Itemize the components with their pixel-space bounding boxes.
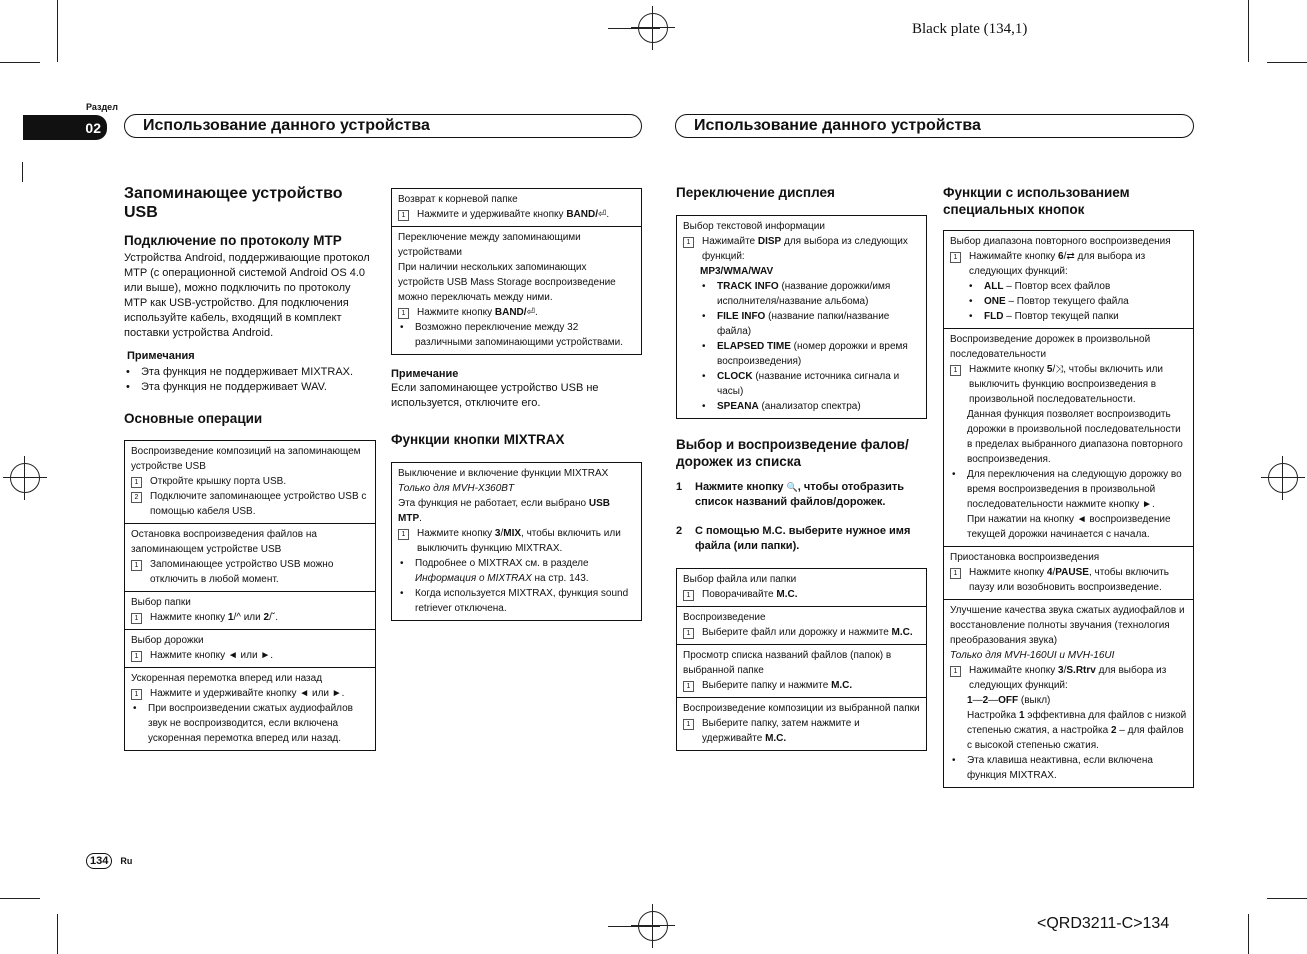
band-key: BAND/: [566, 209, 598, 220]
column-1: [124, 184, 376, 751]
key-6: 6: [1058, 251, 1064, 262]
pause-key: PAUSE: [1055, 567, 1089, 578]
disp-item-value: (название источника сигнала и часы): [717, 371, 900, 397]
mix-key: MIX: [503, 528, 522, 539]
pause-title: Приостановка воспроизведения: [950, 552, 1100, 563]
ops-ff-bullet: При воспроизведении сжатых аудиофайлов звук не воспроизводится, если включена ускоренная перемотка вперед или назад.: [148, 703, 353, 744]
switch-text: При наличии нескольких запоминающих устройств USB Mass Storage воспроизведение можно переключать между ними.: [398, 262, 616, 303]
srtv-title: Улучшение качества звука сжатых аудиофайлов и восстановление полноты звучания (технология преобразования звука): [950, 605, 1185, 646]
text: или: [240, 612, 264, 623]
text: /: [269, 612, 272, 623]
list-heading: Выбор и воспроизведение фалов/дорожек из списка: [676, 437, 909, 469]
note-item: Эта функция не поддерживает MIXTRAX.: [141, 366, 354, 378]
disp-item-key: ELAPSED TIME: [717, 341, 791, 352]
disp-item-key: TRACK INFO: [717, 281, 779, 292]
crop-mark: [1267, 898, 1307, 899]
shuffle-icon: ⤨: [1055, 364, 1064, 375]
text: С помощью M.C. выберите нужное имя файла (или папки).: [695, 525, 911, 552]
registration-mark-icon: [638, 911, 668, 941]
ops-folder-title: Выбор папки: [131, 597, 191, 608]
mix-title: Выключение и включение функции MIXTRAX: [398, 468, 609, 479]
section-number-badge: [23, 115, 107, 140]
mix-bullet-2: Когда используется MIXTRAX, функция sound retriever отключена.: [415, 588, 629, 614]
text: , чтобы включить или выключить функцию воспроизведения в произвольной последовательности.: [969, 364, 1164, 405]
switch-title: Переключение между запоминающими устройствами: [398, 232, 581, 258]
mc-key: M.C.: [765, 733, 787, 744]
notes-title: Примечания: [127, 350, 195, 362]
section-label: Раздел: [86, 102, 118, 112]
text: .: [606, 209, 610, 220]
ops-stop-step-1: Запоминающее устройство USB можно отключить в любой момент.: [150, 559, 334, 585]
crop-mark: [1248, 914, 1249, 954]
text: , чтобы включить паузу или возобновить воспроизведение.: [969, 567, 1169, 593]
opt-off: OFF: [998, 695, 1019, 706]
opt-2: 2: [982, 695, 989, 706]
text: Выберите папку, затем нажмите и удерживайте: [702, 718, 860, 744]
text: Нажмите кнопку: [417, 528, 495, 539]
disp-item-value: (номер дорожки и время воспроизведения): [717, 341, 908, 367]
repeat-icon: ⇄: [1066, 251, 1075, 262]
text: /: [1063, 665, 1067, 676]
crop-mark: [0, 62, 40, 63]
page-number: 134: [86, 853, 112, 869]
disp-item-value: (название папки/название файла): [717, 311, 890, 337]
key-4: 4: [1046, 567, 1053, 578]
shf-explain: Данная функция позволяет воспроизводить дорожки в произвольной последовательности в пределах выбранного диапазона повторного воспроизведения.: [967, 409, 1183, 465]
switch-bullet: Возможно переключение между 32 различными запоминающими устройствами.: [415, 322, 624, 348]
text: Нажмите кнопку: [969, 567, 1047, 578]
disp-item-value: (название дорожки/имя исполнителя/название альбома): [717, 281, 891, 307]
ops-heading: Основные операции: [124, 411, 263, 426]
srtv-bullet: Эта клавиша неактивна, если включена функция MIXTRAX.: [967, 755, 1153, 781]
text: Нажмите кнопку: [417, 307, 495, 318]
shf-title: Воспроизведение дорожек в произвольной последовательности: [950, 334, 1151, 360]
text: для выбора из следующих функций:: [969, 665, 1167, 691]
play-title: Воспроизведение: [683, 612, 766, 623]
header-right: [675, 114, 1194, 138]
mixtrax-heading: Функции кнопки MIXTRAX: [391, 432, 565, 447]
rpt-title: Выбор диапазона повторного воспроизведения: [950, 236, 1171, 247]
key-3: 3: [494, 528, 501, 539]
plate-label: Black plate (134,1): [912, 21, 1028, 37]
registration-mark-icon: [10, 463, 40, 493]
return-icon: ⏎: [597, 209, 607, 220]
crop-mark: [57, 0, 58, 62]
language-code: Ru: [120, 856, 133, 866]
crop-mark: [57, 914, 58, 954]
note-title: Примечание: [391, 368, 459, 380]
disp-item-key: SPEANA: [717, 401, 759, 412]
header-right-title: Использование данного устройства: [694, 117, 981, 134]
search-icon: 🔍: [786, 482, 798, 492]
text: Нажмите и удерживайте кнопку: [417, 209, 567, 220]
rpt-item-key: FLD: [984, 311, 1004, 322]
text: /: [233, 612, 237, 623]
registration-mark-icon: [1268, 463, 1298, 493]
return-icon: ⏎: [526, 307, 535, 318]
disp-format: MP3/WMA/WAV: [700, 266, 774, 277]
usb-mtp: USB MTP: [398, 498, 610, 524]
key-1: 1: [227, 612, 234, 623]
rpt-item-value: – Повтор текущего файла: [1005, 296, 1129, 307]
display-heading: Переключение дисплея: [676, 185, 835, 200]
document-code: <QRD3211-C>134: [1037, 915, 1170, 932]
crop-mark: [22, 162, 23, 182]
mtp-heading: Подключение по протоколу MTP: [124, 233, 342, 248]
ops-table: Воспроизведение композиций на запоминающем устройстве USB 1 Откройте крышку порта USB. 2 Подключите запоминающее устройство USB с помощью кабеля USB. Остановка воспроизведения файлов на запоминающем устройстве USB 1 Запоминающее устройство USB можно отключить в любой момент. Выбор папки 1 Нажмите кнопку 1/^ или 2/ˇ. Выбор дорожки 1 Нажмите кнопку ◄ или ►. Ускоренная перемотка вперед или назад 1 Нажмите и удерживайте кнопку ◄ или ►. • При воспроизведении сжатых аудиофайлов звук не воспроизводится, если включена ускоренная перемотка вперед или назад.: [124, 440, 376, 751]
rpt-item-value: – Повтор всех файлов: [1003, 281, 1111, 292]
column-4: [943, 184, 1194, 788]
page-footer: [86, 853, 132, 869]
ops-ff-step-1: Нажмите и удерживайте кнопку ◄ или ►.: [150, 688, 345, 699]
text: —: [972, 695, 983, 706]
srtv-only: Только для MVH-160UI и MVH-16UI: [950, 650, 1115, 661]
usb-title: Запоминающее устройство USB: [124, 185, 343, 221]
step-number: 1: [676, 481, 683, 493]
text: .: [419, 513, 422, 524]
crop-mark: [1248, 0, 1249, 62]
disp-item-value: (анализатор спектра): [758, 401, 861, 412]
text: —: [988, 695, 999, 706]
rpt-item-value: – Повтор текущей папки: [1003, 311, 1119, 322]
ops-play-step-2: Подключите запоминающее устройство USB с помощью кабеля USB.: [150, 491, 367, 517]
list-table: Выбор файла или папки 1 Поворачивайте M.C. Воспроизведение 1 Выберите файл или дорожку и нажмите M.C. Просмотр списка названий файлов (папок) в выбранной папке 1 Выберите папку и нажмите M.C. Воспроизведение композиции из выбранной папки 1 Выберите папку, затем нажмите и удерживайте M.C.: [676, 568, 927, 751]
note-item: Эта функция не поддерживает WAV.: [141, 381, 327, 393]
mix-only: Только для MVH-X360BT: [398, 483, 515, 494]
text: эффективна для файлов с низкой степенью сжатия, а настройка: [967, 710, 1187, 736]
key-2: 2: [263, 612, 270, 623]
ops-track-title: Выбор дорожки: [131, 635, 204, 646]
disp-item-key: FILE INFO: [717, 311, 766, 322]
text: /: [1052, 567, 1056, 578]
text: Нажимайте кнопку: [969, 665, 1059, 676]
note-text: Если запоминающее устройство USB не используется, отключите его.: [391, 382, 599, 409]
column-3: [676, 184, 927, 751]
text: Нажмите кнопку: [969, 364, 1047, 375]
text: Выберите файл или дорожку и нажмите: [702, 627, 892, 638]
text: Нажмите кнопку: [150, 612, 228, 623]
header-left: [124, 114, 642, 138]
registration-mark-icon: [638, 13, 668, 43]
step-number: 2: [676, 525, 683, 537]
text: /: [1063, 251, 1067, 262]
fsel-title: Выбор файла или папки: [683, 574, 797, 585]
cross-ref: Информация о MIXTRAX: [415, 573, 532, 584]
mixtrax-table: Выключение и включение функции MIXTRAX Только для MVH-X360BT Эта функция не работает, если выбрано USB MTP. 1 Нажмите кнопку 3/MIX, чтобы включить или выключить функцию MIXTRAX. • Подробнее о MIXTRAX см. в разделе Информация о MIXTRAX на стр. 143. • Когда используется MIXTRAX, функция sound retriever отключена.: [391, 462, 642, 621]
section-number: 02: [85, 119, 101, 136]
mc-key: M.C.: [831, 680, 853, 691]
view-title: Просмотр списка названий файлов (папок) в выбранной папке: [683, 650, 892, 676]
disp-item-key: CLOCK: [717, 371, 753, 382]
text: Подробнее о MIXTRAX см. в разделе: [415, 558, 589, 569]
text: .: [275, 612, 278, 623]
text: Нажимайте кнопку: [969, 251, 1059, 262]
mc-key: M.C.: [776, 589, 798, 600]
rpt-item-key: ONE: [984, 296, 1006, 307]
text: Нажмите кнопку: [695, 481, 787, 493]
notes-list: • Эта функция не поддерживает MIXTRAX. • Эта функция не поддерживает WAV.: [124, 365, 376, 395]
key-5: 5: [1046, 364, 1053, 375]
mtp-text: Устройства Android, поддерживающие протокол MTP (с операционной системой Android OS 4.0 или выше), можно подключить по протоколу MTP как USB-устройство. Для подключения используйте кабель, входящий в комплект поставки устройства Android.: [124, 252, 370, 339]
root-title: Возврат к корневой папке: [398, 194, 518, 205]
ops-play-title: Воспроизведение композиций на запоминающем устройстве USB: [131, 446, 361, 472]
display-table: Выбор текстовой информации 1 Нажимайте DISP для выбора из следующих функций: MP3/WMA/WAV • TRACK INFO (название дорожки/имя исполнителя/название альбома) • FILE INFO (название папки/название файла) • ELAPSED TIME (номер дорожки и время воспроизведения) • CLOCK (название источника сигнала и часы) • SPEANA (анализатор спектра): [676, 215, 927, 419]
text: на стр. 143.: [531, 573, 589, 584]
up-icon: ^: [236, 612, 241, 623]
shf-bullet: Для переключения на следующую дорожку во время воспроизведения в произвольной последовательности нажмите кнопку ►.: [967, 469, 1182, 510]
text: для выбора из следующих функций:: [702, 236, 908, 262]
srtrv-key: S.Rtrv: [1066, 665, 1096, 676]
column-2: [391, 188, 642, 621]
special-keys-heading: Функции с использованием специальных кнопок: [943, 185, 1130, 217]
text: Выберите папку и нажмите: [702, 680, 832, 691]
text: Нажимайте: [702, 236, 758, 247]
text: /: [500, 528, 504, 539]
text: Эта функция не работает, если выбрано: [398, 498, 589, 509]
ops-play-step-1: Откройте крышку порта USB.: [150, 476, 287, 487]
ops-ff-title: Ускоренная перемотка вперед или назад: [131, 673, 323, 684]
ops-stop-title: Остановка воспроизведения файлов на запоминающем устройстве USB: [131, 529, 317, 555]
opt-1: 1: [967, 695, 973, 706]
text: , чтобы отобразить список названий файлов/дорожек.: [695, 481, 904, 508]
opt-2: 2: [1110, 725, 1117, 736]
text: (выкл): [1018, 695, 1051, 706]
pf-title: Воспроизведение композиции из выбранной папки: [683, 703, 920, 714]
key-3: 3: [1058, 665, 1064, 676]
shf-bullet-cont: При нажатии на кнопку ◄ воспроизведение текущей дорожки начинается с начала.: [967, 514, 1171, 540]
text: – для файлов с высокой степенью сжатия.: [967, 725, 1184, 751]
header-left-title: Использование данного устройства: [143, 117, 430, 134]
down-icon: ˇ: [271, 612, 276, 623]
crop-mark: [1267, 62, 1307, 63]
text: Настройка: [967, 710, 1020, 721]
opt-1: 1: [1019, 710, 1025, 721]
disp-title: Выбор текстовой информации: [683, 221, 825, 232]
step-2: [676, 524, 927, 554]
mc-key: M.C.: [891, 627, 913, 638]
step-1: [676, 480, 927, 510]
disp-key: DISP: [757, 236, 782, 247]
rpt-item-key: ALL: [984, 281, 1004, 292]
text: , чтобы включить или выключить функцию MIXTRAX.: [417, 528, 621, 554]
ops-track-step-1: Нажмите кнопку ◄ или ►.: [150, 650, 274, 661]
text: Поворачивайте: [702, 589, 777, 600]
text: .: [534, 307, 538, 318]
text: для выбора из следующих функций:: [969, 251, 1146, 277]
special-keys-table: Выбор диапазона повторного воспроизведения 1 Нажимайте кнопку 6/⇄ для выбора из следующих функций: • ALL – Повтор всех файлов • ONE – Повтор текущего файла • FLD – Повтор текущей папки Воспроизведение дорожек в произвольной последовательности 1 Нажмите кнопку 5/⤨, чтобы включить или выключить функцию воспроизведения в произвольной последовательности. Данная функция позволяет воспроизводить дорожки в произвольной последовательности в пределах выбранного диапазона повторного воспроизведения. • Для переключения на следующую дорожку во время воспроизведения в произвольной последовательности нажмите кнопку ►. При нажатии на кнопку ◄ воспроизведение текущей дорожки начинается с начала. Приостановка воспроизведения 1 Нажмите кнопку 4/PAUSE, чтобы включить паузу или возобновить воспроизведение. Улучшение качества звука сжатых аудиофайлов и восстановление полноты звучания (технология преобразования звука) Только для MVH-160UI и MVH-16UI 1 Нажимайте кнопку 3/S.Rtrv для выбора из следующих функций: 1—2—OFF (выкл) Настройка 1 эффективна для файлов с низкой степенью сжатия, а настройка 2 – для файлов с высокой степенью сжатия. • Эта клавиша неактивна, если включена функция MIXTRAX.: [943, 230, 1194, 788]
crop-mark: [0, 898, 40, 899]
root-switch-table: Возврат к корневой папке 1 Нажмите и удерживайте кнопку BAND/⏎. Переключение между запоминающими устройствами При наличии нескольких запоминающих устройств USB Mass Storage воспроизведение можно переключать между ними. 1 Нажмите кнопку BAND/⏎. • Возможно переключение между 32 различными запоминающими устройствами.: [391, 188, 642, 355]
band-key: BAND/: [494, 307, 527, 318]
text: /: [1052, 364, 1056, 375]
